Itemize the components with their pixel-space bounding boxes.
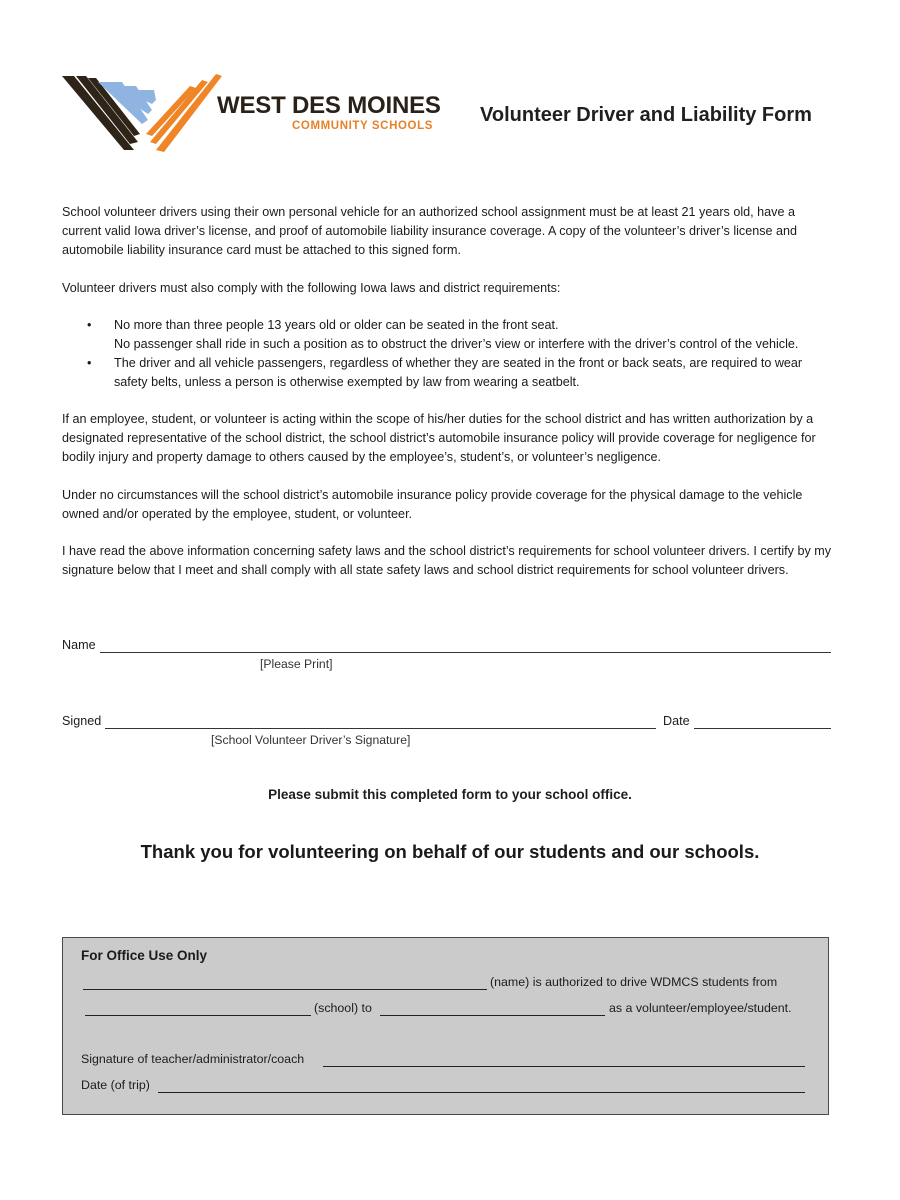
district-logo bbox=[62, 72, 442, 154]
list-item bbox=[62, 354, 837, 392]
authorized-name-field[interactable] bbox=[83, 989, 487, 990]
laws-bullet-list bbox=[62, 316, 837, 392]
role-text: as a volunteer/employee/student. bbox=[609, 1001, 792, 1015]
logo-org-name: WEST DES MOINES bbox=[217, 92, 441, 119]
signature-field[interactable] bbox=[105, 728, 656, 729]
bullet-text: The driver and all vehicle passengers, regardless of whether they are seated in the front or back seats, are required to wear safety belts, unless a person is otherwise exempted by law from wearing a seatbelt. bbox=[114, 356, 803, 389]
destination-field[interactable] bbox=[380, 1015, 605, 1016]
logo-stripes-icon bbox=[62, 72, 222, 154]
name-caption: [Please Print] bbox=[260, 657, 333, 671]
logo-org-subtitle: COMMUNITY SCHOOLS bbox=[292, 120, 433, 132]
name-label: Name bbox=[62, 638, 96, 652]
bullet-text: No more than three people 13 years old or older can be seated in the front seat. bbox=[114, 318, 559, 332]
office-use-box bbox=[62, 937, 829, 1115]
school-field[interactable] bbox=[85, 1015, 311, 1016]
date-label: Date bbox=[663, 714, 690, 728]
date-field[interactable] bbox=[694, 728, 831, 729]
paragraph-coverage: If an employee, student, or volunteer is acting within the scope of his/her duties for the school district and has written authorization by a designated representative of the school district, the school district’s automobile insurance policy will provide coverage for negligence for bodily injury and property damage to others caused by the employee’s, student’s, or volunteer’s negligence. bbox=[62, 412, 816, 464]
trip-date-label: Date (of trip) bbox=[81, 1078, 150, 1092]
thank-you-message: Thank you for volunteering on behalf of our students and our schools. bbox=[140, 841, 760, 862]
paragraph-laws-intro: Volunteer drivers must also comply with the following Iowa laws and district requirements: bbox=[62, 281, 561, 295]
paragraph-requirements: School volunteer drivers using their own personal vehicle for an authorized school assignment must be at least 21 years old, have a current valid Iowa driver’s license, and proof of automobile liability insurance coverage. A copy of the volunteer’s driver’s license and automobile liability insurance card must be attached to this signed form. bbox=[62, 205, 798, 257]
staff-signature-label: Signature of teacher/administrator/coach bbox=[81, 1052, 305, 1066]
bullet-text: No passenger shall ride in such a position as to obstruct the driver’s view or interfere with the driver’s control of the vehicle. bbox=[114, 337, 799, 351]
office-use-title: For Office Use Only bbox=[81, 948, 208, 963]
form-title: Volunteer Driver and Liability Form bbox=[480, 104, 812, 126]
paragraph-certification: I have read the above information concerning safety laws and the school district’s requirements for school volunteer drivers. I certify by my signature below that I meet and shall comply with all state safety laws and school district requirements for school volunteer drivers. bbox=[62, 544, 832, 577]
submit-instruction: Please submit this completed form to your school office. bbox=[268, 787, 632, 802]
authorized-text: (name) is authorized to drive WDMCS students from bbox=[490, 975, 778, 989]
list-item bbox=[62, 316, 837, 335]
name-field[interactable] bbox=[100, 652, 831, 653]
school-to-text: (school) to bbox=[314, 1001, 372, 1015]
paragraph-exclusion: Under no circumstances will the school district’s automobile insurance policy provide coverage for the physical damage to the vehicle owned and/or operated by the employee, student, or volunteer. bbox=[62, 488, 803, 521]
signed-label: Signed bbox=[62, 714, 102, 728]
bullet-icon: • bbox=[87, 356, 92, 370]
trip-date-field[interactable] bbox=[158, 1092, 805, 1093]
list-item bbox=[62, 335, 837, 354]
staff-signature-field[interactable] bbox=[323, 1066, 805, 1067]
bullet-icon: • bbox=[87, 318, 92, 332]
signature-caption: [School Volunteer Driver’s Signature] bbox=[211, 733, 411, 747]
